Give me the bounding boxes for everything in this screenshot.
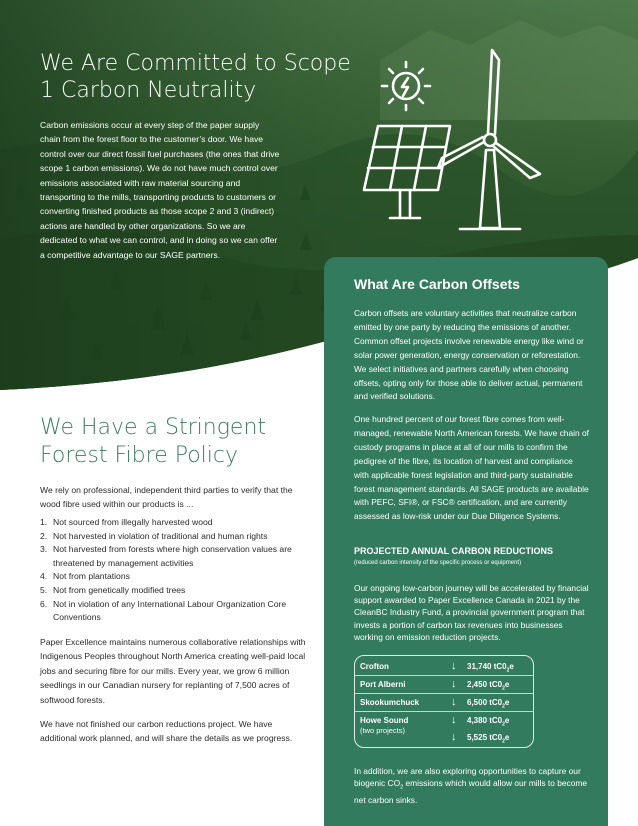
list-number: 4.	[40, 571, 48, 582]
reduction-value: 5,525 $tC0_2e$	[467, 733, 510, 745]
down-arrow-icon: ↓	[451, 696, 457, 708]
reduction-value: 31,740 $tC0_2e$	[467, 662, 514, 674]
forest-policy-title: We Have a Stringent Forest Fibre Policy	[40, 415, 267, 468]
reductions-table	[354, 655, 534, 748]
list-number: 3.	[40, 544, 48, 555]
forest-fibre-paragraph: One hundred percent of our forest fibre comes from well-managed, renewable North American forests. We have chain of custody programs in place at all of our mills to confirm the pedigree of the fibre, its location of harvest and compliance with applicable forest legislation and third-party sustainable forest management standards. All SAGE products are available with PEFC, SFI®, or FSC® certification, and are currently assessed as low-risk under our Due Diligence Systems.	[354, 414, 589, 522]
carbon-project-paragraph: We have not finished our carbon reductions project. We have additional work planned, and will share the details as we progress.	[40, 719, 293, 744]
list-item	[40, 570, 302, 584]
reduction-value: 2,450 $tC0_2e$	[467, 680, 510, 692]
hero-title: We Are Committed to Scope 1 Carbon Neutrality	[40, 51, 351, 103]
list-number: 1.	[40, 517, 48, 527]
down-arrow-icon: ↓	[451, 660, 457, 672]
divider	[355, 675, 533, 676]
divider	[355, 693, 533, 694]
reductions-heading: PROJECTED ANNUAL CARBON REDUCTIONS	[354, 546, 554, 556]
sun-lightning-icon	[382, 62, 430, 110]
list-text: Not harvested from forests where high conservation values are threatened by management activities	[53, 544, 292, 568]
indigenous-partnership-paragraph: Paper Excellence maintains numerous collaborative relationships with Indigenous Peoples throughout North America creating well-paid local jobs and securing fibre for our mills. Every year, we grow 6 million seedlings in our Canadian nursery for replanting of 7,500 acres of softwood forests.	[40, 637, 306, 705]
mill-note: (two projects)	[360, 726, 406, 735]
list-item	[40, 516, 302, 530]
wind-turbine-icon	[438, 50, 540, 229]
cleanbc-paragraph: Our ongoing low-carbon journey will be accelerated by financial support awarded to Paper Excellence Canada in 2021 by the CleanBC Industry Fund, a provincial government program that invests a portion of carbon tax revenues into businesses working on emission reduction projects.	[354, 583, 589, 642]
offsets-paragraph: Carbon offsets are voluntary activities that neutralize carbon emitted by one party by reducing the emissions of another. Common offset projects involve renewable energy like wind or solar power generation, energy conservation or reforestation. We select initiatives and partners carefully when choosing offsets, opting only for those able to deliver actual, permanent and verified solutions.	[354, 308, 584, 402]
list-item	[40, 543, 302, 570]
list-number: 6.	[40, 598, 48, 609]
down-arrow-icon: ↓	[451, 731, 457, 743]
biogenic-co2-paragraph: In addition, we are also exploring opportunities to capture our biogenic $CO_2$ emissions which would allow our mills to become net carbon sinks.	[354, 766, 588, 805]
list-number: 5.	[40, 584, 48, 595]
list-number: 2.	[40, 530, 48, 541]
list-text: Not from genetically modified trees	[53, 584, 186, 595]
hero-paragraph: Carbon emissions occur at every step of the paper supply chain from the forest floor to the customer’s door. We have control over our direct fossil fuel purchases (the ones that drive scope 1 carbon emissions). We do not have much control over emissions associated with raw material sourcing and transporting to the mills, transporting products to customers or converting finished products as those scope 2 and 3 (indirect) actions are handled by other organizations. So we are dedicated to what we can control, and in doing so we can offer a competitive advantage to our SAGE partners.	[40, 120, 280, 260]
divider	[355, 711, 533, 712]
mill-location: Crofton	[360, 662, 389, 671]
list-text: Not in violation of any International Labour Organization Core Conventions	[53, 598, 287, 623]
list-text: Not from plantations	[53, 571, 130, 582]
down-arrow-icon: ↓	[451, 678, 457, 690]
list-text: Not harvested in violation of traditional and human rights	[53, 530, 268, 541]
reduction-value: 6,500 $tC0_2e$	[467, 698, 510, 710]
reduction-value: 4,380 $tC0_2e$	[467, 716, 510, 728]
list-item	[40, 530, 302, 544]
mill-location: Howe Sound	[360, 716, 409, 725]
mill-location: Port Alberni	[360, 680, 406, 689]
reductions-note: (reduced carbon intensity of the specific process or equipment)	[354, 560, 522, 566]
solar-panel-icon	[364, 126, 450, 218]
mill-location: Skookumchuck	[360, 698, 420, 707]
list-item	[40, 584, 302, 598]
policy-list	[40, 516, 302, 625]
carbon-offsets-panel	[324, 257, 608, 826]
energy-icons-group	[350, 40, 580, 240]
down-arrow-icon: ↓	[451, 714, 457, 726]
list-item	[40, 598, 302, 625]
panel-title: What Are Carbon Offsets	[354, 276, 520, 292]
forest-policy-intro: We rely on professional, independent third parties to verify that the wood fibre used within our products is ...	[40, 485, 293, 509]
list-text: Not sourced from illegally harvested wood	[53, 517, 213, 527]
